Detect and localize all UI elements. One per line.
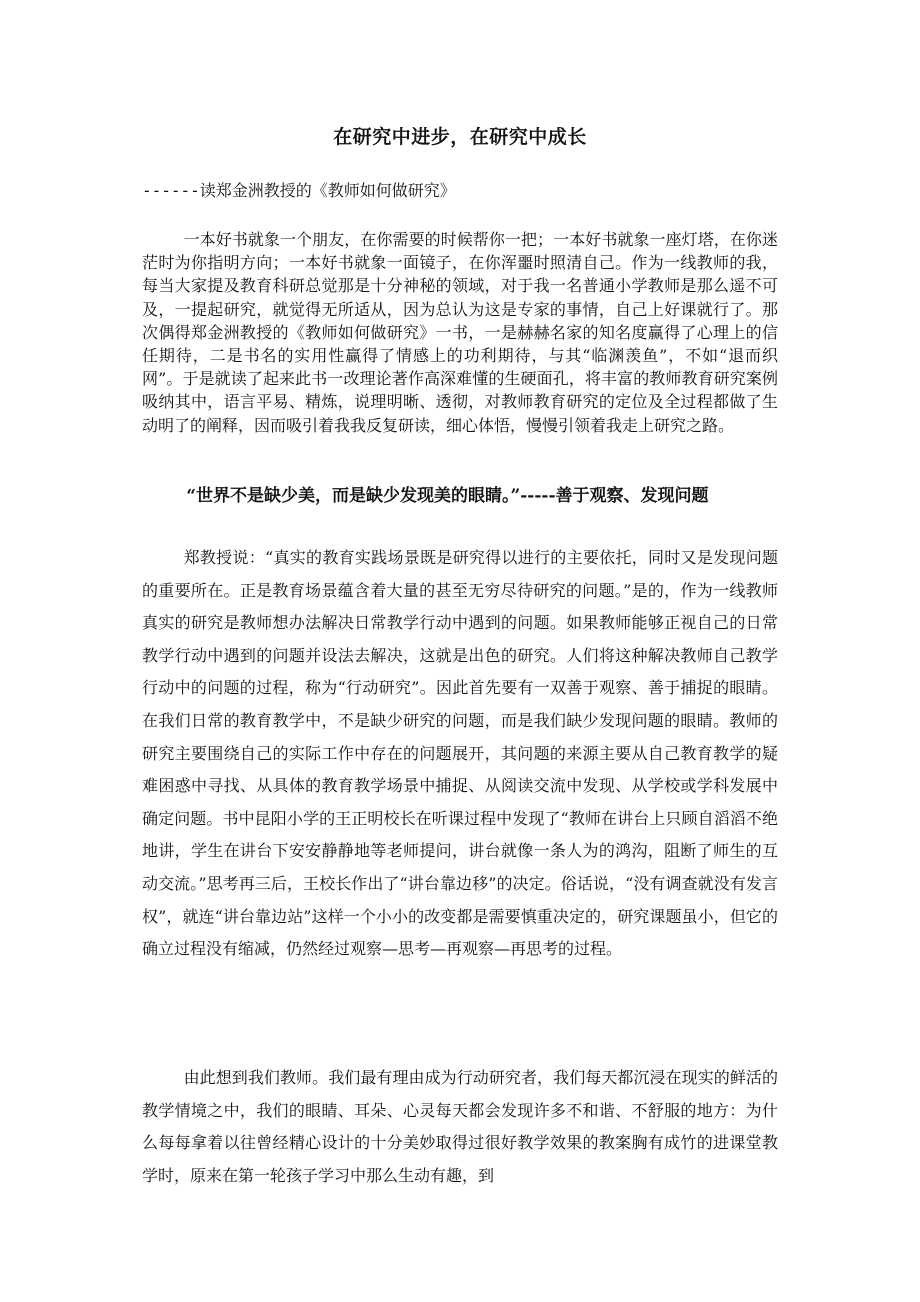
document-title: 在研究中进步，在研究中成长 (333, 126, 587, 148)
document-subtitle (142, 178, 456, 201)
paragraph-reflection: 由此想到我们教师。我们最有理由成为行动研究者，我们每天都沉浸在现实的鲜活的教学情境之中，我们的眼睛、耳朵、心灵每天都会发现许多不和谐、不舒服的地方：为什么每每拿着以往曾经精心设计的十分美妙取得过很好教学效果的教案胸有成竹的进课堂教学时，原来在第一轮孩子学习中那么生动有趣，到 (142, 1068, 778, 1185)
paragraph-observation: 郑教授说：“真实的教育实践场景既是研究得以进行的主要依托，同时又是发现问题的重要所在。正是教育场景蕴含着大量的甚至无穷尽待研究的问题。”是的，作为一线教师真实的研究是教师想办法解决日常教学行动中遇到的问题。如果教师能够正视自己的日常教学行动中遇到的问题并设法去解决，这就是出色的研究。人们将这种解决教师自己教学行动中的问题的过程，称为“行动研究”。因此首先要有一双善于观察、善于捕捉的眼睛。在我们日常的教育教学中，不是缺少研究的问题，而是我们缺少发现问题的眼睛。教师的研究主要围绕自己的实际工作中存在的问题展开，其问题的来源主要从自己教育教学的疑难困惑中寻找、从具体的教育教学场景中捕捉、从阅读交流中发现、从学校或学科发展中确定问题。书中昆阳小学的王正明校长在听课过程中发现了“教师在讲台上只顾自滔滔不绝地讲，学生在讲台下安安静静地等老师提问，讲台就像一条人为的鸿沟，阻断了师生的互动交流。”思考再三后，王校长作出了“讲台靠边移”的决定。俗话说，“没有调查就没有发言权”，就连“讲台靠边站”这样一个小小的改变都是需要慎重决定的，研究课题虽小，但它的确立过程没有缩减，仍然经过观察—思考—再观察—再思考的过程。 (142, 548, 778, 959)
subtitle-dashes: ------ (142, 181, 200, 200)
paragraph-intro: 一本好书就象一个朋友，在你需要的时候帮你一把；一本好书就象一座灯塔，在你迷茫时为你指明方向；一本好书就象一面镜子，在你浑噩时照清自己。作为一线教师的我，每当大家提及教育科研总觉那是十分神秘的领域，对于我一名普通小学教师是那么遥不可及，一提起研究，就觉得无所适从，因为总认为这是专家的事情，自己上好课就行了。那次偶得郑金洲教授的《教师如何做研究》一书，一是赫赫名家的知名度赢得了心理上的信任期待，二是书名的实用性赢得了情感上的功利期待，与其“临渊羡鱼”，不如“退而织网”。于是就读了起来此书一改理论著作高深难懂的生硬面孔，将丰富的教师教育研究案例吸纳其中，语言平易、精炼，说理明晰、透彻，对教师教育研究的定位及全过程都做了生动明了的阐释，因而吸引着我我反复研读，细心体悟，慢慢引领着我走上研究之路。 (142, 230, 778, 435)
subtitle-text: 读郑金洲教授的《教师如何做研究》 (199, 181, 456, 200)
section-heading: “世界不是缺少美，而是缺少发现美的眼睛。”-----善于观察、发现问题 (186, 486, 709, 506)
